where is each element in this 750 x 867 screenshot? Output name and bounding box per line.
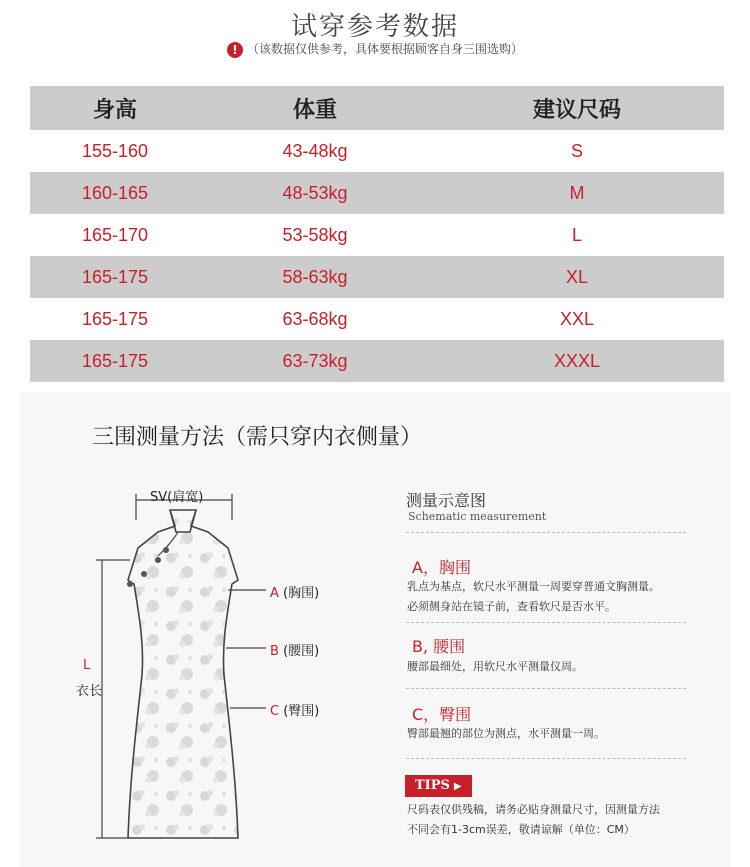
divider xyxy=(406,758,686,759)
notice-text: （该数据仅供参考，具体要根据顾客自身三围选购） xyxy=(246,42,523,56)
page-title: 试穿参考数据 xyxy=(290,12,459,42)
cell-size: S xyxy=(570,140,583,161)
cell-size: M xyxy=(430,172,724,214)
hip-heading: C，臀围 xyxy=(412,705,472,724)
schematic-title: 测量示意图 xyxy=(406,491,487,510)
table-row xyxy=(30,172,724,214)
hip-text: (臀围) xyxy=(283,704,320,719)
hip-letter: C xyxy=(270,704,280,719)
dress-diagram xyxy=(60,480,340,850)
hip-description xyxy=(407,724,605,744)
table-row xyxy=(30,130,724,172)
cell-size: XXXL xyxy=(430,340,724,382)
cell-height: 155-160 xyxy=(81,140,149,161)
measurement-title: 三围测量方法（需只穿内衣侧量） xyxy=(92,425,423,450)
warning-icon: ! xyxy=(227,42,243,58)
waist-text: (腰围) xyxy=(283,644,320,659)
cell-height: 165-175 xyxy=(30,340,200,382)
divider xyxy=(406,622,686,623)
waist-label xyxy=(270,640,319,659)
cell-weight: 48-53kg xyxy=(200,172,430,214)
bust-text: (胸围) xyxy=(283,586,320,601)
table-row xyxy=(30,256,724,298)
cell-weight: 63-68kg xyxy=(282,308,348,329)
tips-badge xyxy=(405,775,472,797)
waist-description xyxy=(407,657,583,677)
table-row xyxy=(30,214,724,256)
cell-height: 165-175 xyxy=(81,308,149,329)
length-letter: L xyxy=(83,658,91,673)
hip-label xyxy=(270,700,319,719)
header-weight: 体重 xyxy=(200,86,430,130)
tips-line: 不同会有1-3cm误差，敬请谅解（单位：CM） xyxy=(407,823,635,836)
cell-size: XL xyxy=(430,256,724,298)
bust-description xyxy=(407,577,660,617)
bust-label xyxy=(270,582,319,601)
play-arrow-icon: ▶ xyxy=(453,781,462,792)
header-size: 建议尺码 xyxy=(430,86,724,130)
cell-size: L xyxy=(571,224,582,245)
cell-weight: 53-58kg xyxy=(282,224,348,245)
divider xyxy=(406,532,686,533)
tips-description xyxy=(407,800,660,840)
shoulder-label: SV(肩宽) xyxy=(150,490,204,505)
divider xyxy=(406,688,686,689)
table-row xyxy=(30,298,724,340)
waist-desc-line: 腰部最细处，用软尺水平测量仪周。 xyxy=(407,660,583,673)
waist-heading: B, 腰围 xyxy=(412,637,466,656)
cell-height: 165-175 xyxy=(30,256,200,298)
waist-letter: B xyxy=(270,644,279,659)
length-label: 衣长 xyxy=(76,684,103,699)
cell-weight: 43-48kg xyxy=(282,140,348,161)
bust-letter: A xyxy=(270,586,279,601)
bust-heading: A，胸围 xyxy=(412,558,471,577)
tips-label: TIPS xyxy=(415,778,450,793)
dress-body xyxy=(128,510,238,838)
hip-desc-line: 臀部最翘的部位为测点，水平测量一周。 xyxy=(407,727,605,740)
cell-size: XXL xyxy=(559,308,595,329)
bust-desc-line: 乳点为基点，软尺水平测量一周要穿普通文胸测量。 xyxy=(407,580,660,593)
cell-height: 165-170 xyxy=(81,224,149,245)
table-header-row xyxy=(30,86,724,130)
table-row xyxy=(30,340,724,382)
schematic-subtitle: Schematic measurement xyxy=(408,510,547,523)
cell-weight: 58-63kg xyxy=(200,256,430,298)
bust-desc-line: 必须侧身站在镜子前，查看软尺是否水平。 xyxy=(407,600,616,613)
size-table xyxy=(30,86,724,382)
tips-line: 尺码表仅供残稿，请务必贴身测量尺寸，因测量方法 xyxy=(407,803,660,816)
notice xyxy=(0,40,750,58)
cell-weight: 63-73kg xyxy=(200,340,430,382)
cell-height: 160-165 xyxy=(30,172,200,214)
header-height: 身高 xyxy=(30,86,200,130)
